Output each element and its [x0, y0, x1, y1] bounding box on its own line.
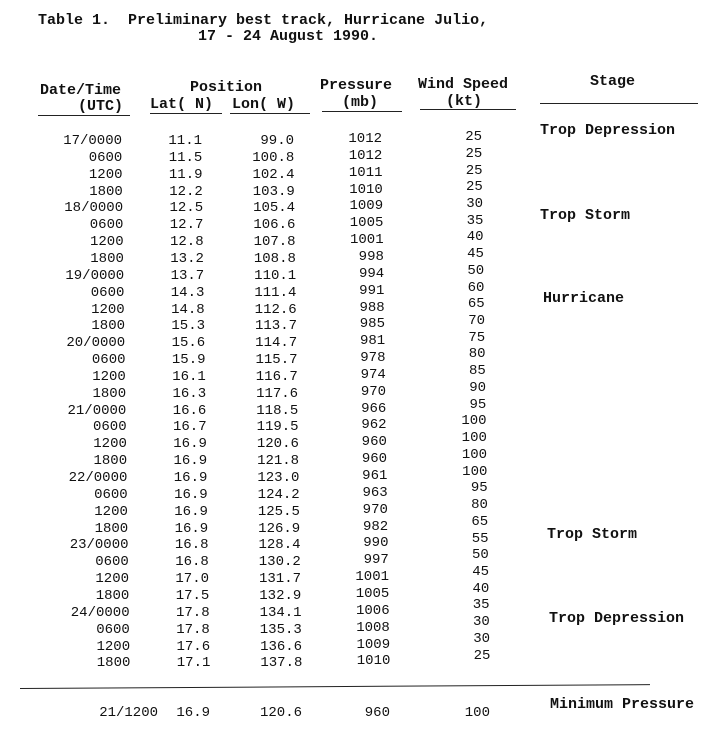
lat-cell: 15.9: [171, 352, 206, 369]
date-cell: 1800: [92, 385, 127, 402]
header-underline-date: [38, 115, 130, 116]
wind-cell: 25: [465, 162, 483, 179]
header-wind-unit: (kt): [446, 93, 483, 110]
lon-cell: 128.4: [258, 537, 301, 554]
lon-cell: 111.4: [254, 284, 297, 301]
date-cell: 0600: [88, 149, 123, 166]
lon-cell: 100.8: [252, 149, 295, 166]
lat-cell: 11.1: [168, 133, 202, 149]
date-cell: 0600: [91, 352, 126, 369]
date-cell: 0600: [92, 419, 127, 436]
wind-cell: 100: [461, 446, 488, 463]
wind-cell: 60: [467, 279, 485, 296]
lon-cell: 126.9: [258, 520, 301, 537]
lon-cell: 119.5: [256, 419, 299, 436]
pressure-cell: 1011: [348, 164, 383, 181]
pressure-cell: 1001: [355, 569, 389, 586]
wind-cell: 95: [470, 480, 488, 497]
stage-label: Trop Depression: [540, 122, 676, 139]
lon-cell: 131.7: [258, 571, 301, 588]
pressure-cell: 1010: [349, 181, 383, 198]
lon-cell: 110.1: [254, 267, 297, 284]
pressure-cell: 991: [359, 282, 385, 299]
lat-cell: 15.3: [171, 318, 205, 335]
date-cell: 17/0000: [63, 133, 122, 149]
date-cell: 19/0000: [65, 267, 125, 284]
header-wind-speed: Wind Speed: [418, 76, 509, 93]
pressure-cell: 1009: [349, 198, 384, 215]
wind-cell: 35: [466, 212, 484, 229]
date-cell: 0600: [90, 284, 125, 301]
lon-cell: 137.8: [260, 655, 303, 672]
lat-cell: 16.9: [173, 453, 208, 470]
wind-cell: 35: [472, 597, 490, 614]
wind-cell: 25: [465, 145, 483, 162]
pressure-cell: 1010: [356, 653, 391, 670]
lat-cell: 17.6: [176, 638, 211, 655]
wind-cell: 100: [461, 430, 487, 447]
lat-cell: 17.8: [176, 621, 210, 638]
lon-cell: 113.7: [254, 318, 297, 335]
lon-cell: 106.6: [253, 217, 296, 234]
lat-cell: 16.9: [174, 520, 209, 537]
lat-cell: 12.7: [169, 217, 204, 234]
lon-cell: 135.3: [259, 621, 302, 638]
wind-cell: 45: [472, 564, 489, 580]
summary-pressure: 960: [364, 705, 390, 721]
wind-cell: 25: [465, 129, 482, 145]
header-stage: Stage: [590, 73, 636, 90]
header-lat: Lat( N): [150, 96, 214, 113]
wind-cell: 95: [469, 396, 487, 413]
pressure-cell: 1012: [348, 147, 383, 164]
title-line-1: Table 1. Preliminary best track, Hurricane Julio,: [38, 12, 489, 29]
date-cell: 1800: [94, 520, 129, 537]
wind-cell: 30: [473, 630, 491, 647]
date-cell: 1200: [88, 166, 123, 183]
summary-divider: [20, 684, 650, 689]
lon-cell: 121.8: [257, 453, 300, 470]
date-cell: 1800: [89, 183, 123, 200]
wind-cell: 90: [469, 379, 487, 396]
wind-cell: 30: [466, 195, 484, 212]
date-cell: 1800: [93, 453, 128, 470]
pressure-cell: 963: [362, 484, 388, 501]
lat-cell: 16.9: [174, 486, 208, 503]
summary-row: [0, 696, 718, 722]
date-cell: 0600: [89, 217, 124, 234]
date-cell: 1800: [91, 318, 125, 335]
lat-cell: 17.1: [176, 655, 211, 672]
table-row: [8, 647, 718, 672]
lon-cell: 107.8: [253, 234, 296, 251]
lon-cell: 132.9: [259, 587, 302, 604]
lat-cell: 16.6: [172, 402, 207, 419]
pressure-cell: 970: [360, 383, 387, 400]
lon-cell: 124.2: [257, 486, 300, 503]
pressure-cell: 978: [360, 350, 386, 367]
pressure-cell: 994: [358, 265, 385, 282]
pressure-cell: 988: [359, 299, 385, 316]
stage-label: Trop Storm: [540, 207, 631, 224]
date-cell: 1200: [91, 301, 125, 318]
summary-lon: 120.6: [259, 705, 302, 721]
lon-cell: 103.9: [252, 183, 295, 200]
wind-cell: 65: [471, 513, 489, 530]
lat-cell: 17.8: [175, 604, 210, 621]
lat-cell: 16.7: [172, 419, 207, 436]
pressure-cell: 1001: [349, 232, 384, 249]
wind-cell: 80: [471, 497, 488, 514]
pressure-cell: 982: [362, 518, 389, 535]
wind-cell: 30: [472, 614, 490, 631]
lat-cell: 12.5: [169, 200, 204, 217]
lat-cell: 11.9: [168, 166, 203, 183]
pressure-cell: 998: [358, 248, 384, 265]
pressure-cell: 960: [361, 451, 388, 468]
date-cell: 1200: [94, 503, 128, 520]
pressure-cell: 1009: [356, 636, 391, 653]
lat-cell: 11.5: [168, 149, 203, 166]
pressure-cell: 997: [363, 552, 389, 569]
header-underline-lon: [230, 113, 310, 114]
pressure-cell: 985: [359, 316, 385, 333]
lat-cell: 16.8: [174, 537, 209, 554]
header-position: Position: [190, 79, 263, 96]
wind-cell: 40: [472, 580, 490, 597]
date-cell: 1800: [96, 655, 131, 672]
lat-cell: 12.2: [169, 183, 203, 200]
pressure-cell: 966: [361, 400, 387, 417]
lon-cell: 102.4: [252, 166, 295, 183]
lat-cell: 13.2: [170, 250, 204, 267]
date-cell: 0600: [95, 554, 129, 571]
lat-cell: 16.9: [174, 503, 208, 520]
lon-cell: 105.4: [253, 200, 296, 217]
wind-cell: 50: [471, 547, 489, 564]
title-line-2: 17 - 24 August 1990.: [198, 28, 379, 45]
wind-cell: 50: [467, 262, 485, 279]
stage-label: Hurricane: [543, 290, 625, 307]
header-pressure: Pressure: [320, 77, 393, 94]
summary-wind: 100: [464, 705, 490, 721]
date-cell: 1800: [90, 250, 124, 267]
lon-cell: 125.5: [257, 503, 300, 520]
wind-cell: 65: [467, 296, 485, 313]
lon-cell: 136.6: [260, 638, 303, 655]
date-cell: 1200: [95, 571, 129, 588]
header-pressure-unit: (mb): [342, 94, 379, 111]
wind-cell: 40: [466, 229, 484, 246]
wind-cell: 100: [462, 463, 488, 480]
date-cell: 21/0000: [67, 402, 127, 419]
date-cell: 18/0000: [64, 200, 124, 217]
date-cell: 1200: [92, 368, 126, 385]
pressure-cell: 1005: [355, 585, 390, 602]
summary-date: 21/1200: [99, 705, 158, 721]
date-cell: 1200: [96, 638, 131, 655]
wind-cell: 25: [473, 647, 491, 664]
lon-cell: 118.5: [256, 402, 299, 419]
lat-cell: 17.5: [175, 587, 210, 604]
lat-cell: 14.3: [170, 284, 205, 301]
pressure-cell: 1012: [348, 131, 382, 147]
wind-cell: 100: [461, 413, 487, 430]
date-cell: 1200: [93, 436, 127, 453]
wind-cell: 75: [468, 329, 486, 346]
date-cell: 0600: [96, 621, 130, 638]
lon-cell: 99.0: [260, 133, 294, 149]
date-cell: 24/0000: [70, 604, 130, 621]
header-utc: (UTC): [78, 98, 124, 115]
lon-cell: 114.7: [255, 335, 298, 352]
lat-cell: 14.8: [171, 301, 205, 318]
wind-cell: 45: [467, 246, 484, 263]
header-underline-lat: [150, 113, 222, 114]
lat-cell: 16.9: [173, 470, 208, 486]
wind-cell: 85: [468, 363, 486, 380]
date-cell: 22/0000: [68, 470, 128, 486]
pressure-cell: 961: [362, 468, 388, 484]
lat-cell: 15.6: [171, 335, 206, 352]
pressure-cell: 981: [359, 333, 386, 350]
date-cell: 1200: [89, 234, 124, 251]
header-underline-wind: [420, 109, 516, 110]
lat-cell: 17.0: [175, 571, 209, 588]
header-date-time: Date/Time: [40, 82, 122, 99]
lon-cell: 115.7: [255, 352, 298, 369]
date-cell: 20/0000: [66, 335, 126, 352]
pressure-cell: 1006: [355, 602, 390, 619]
lon-cell: 130.2: [258, 554, 301, 571]
summary-lat: 16.9: [176, 705, 210, 721]
wind-cell: 70: [468, 313, 485, 330]
lat-cell: 16.9: [173, 436, 207, 453]
lon-cell: 134.1: [259, 604, 302, 621]
lon-cell: 108.8: [253, 250, 296, 267]
date-cell: 1800: [95, 587, 130, 604]
lat-cell: 13.7: [170, 267, 205, 284]
lat-cell: 12.8: [169, 234, 204, 251]
header-underline-pressure: [322, 111, 402, 112]
stage-label: Trop Depression: [549, 610, 685, 627]
header-underline-stage: [540, 103, 698, 104]
date-cell: 0600: [94, 486, 128, 503]
stage-label: Trop Storm: [547, 526, 638, 543]
lon-cell: 116.7: [255, 368, 298, 385]
pressure-cell: 1008: [356, 619, 390, 636]
summary-label: Minimum Pressure: [550, 696, 695, 713]
lon-cell: 123.0: [257, 470, 300, 486]
lat-cell: 16.1: [172, 368, 206, 385]
lat-cell: 16.8: [175, 554, 209, 571]
pressure-cell: 974: [360, 366, 386, 383]
wind-cell: 80: [468, 346, 486, 363]
pressure-cell: 962: [361, 417, 387, 434]
header-lon: Lon( W): [232, 96, 296, 113]
lon-cell: 112.6: [254, 301, 297, 318]
lat-cell: 16.3: [172, 385, 207, 402]
pressure-cell: 1005: [349, 215, 384, 232]
wind-cell: 55: [471, 530, 489, 547]
lon-cell: 117.6: [256, 385, 299, 402]
pressure-cell: 990: [363, 535, 389, 552]
pressure-cell: 970: [362, 501, 388, 518]
lon-cell: 120.6: [256, 436, 299, 453]
wind-cell: 25: [465, 179, 483, 196]
pressure-cell: 960: [361, 434, 387, 451]
date-cell: 23/0000: [69, 537, 129, 554]
